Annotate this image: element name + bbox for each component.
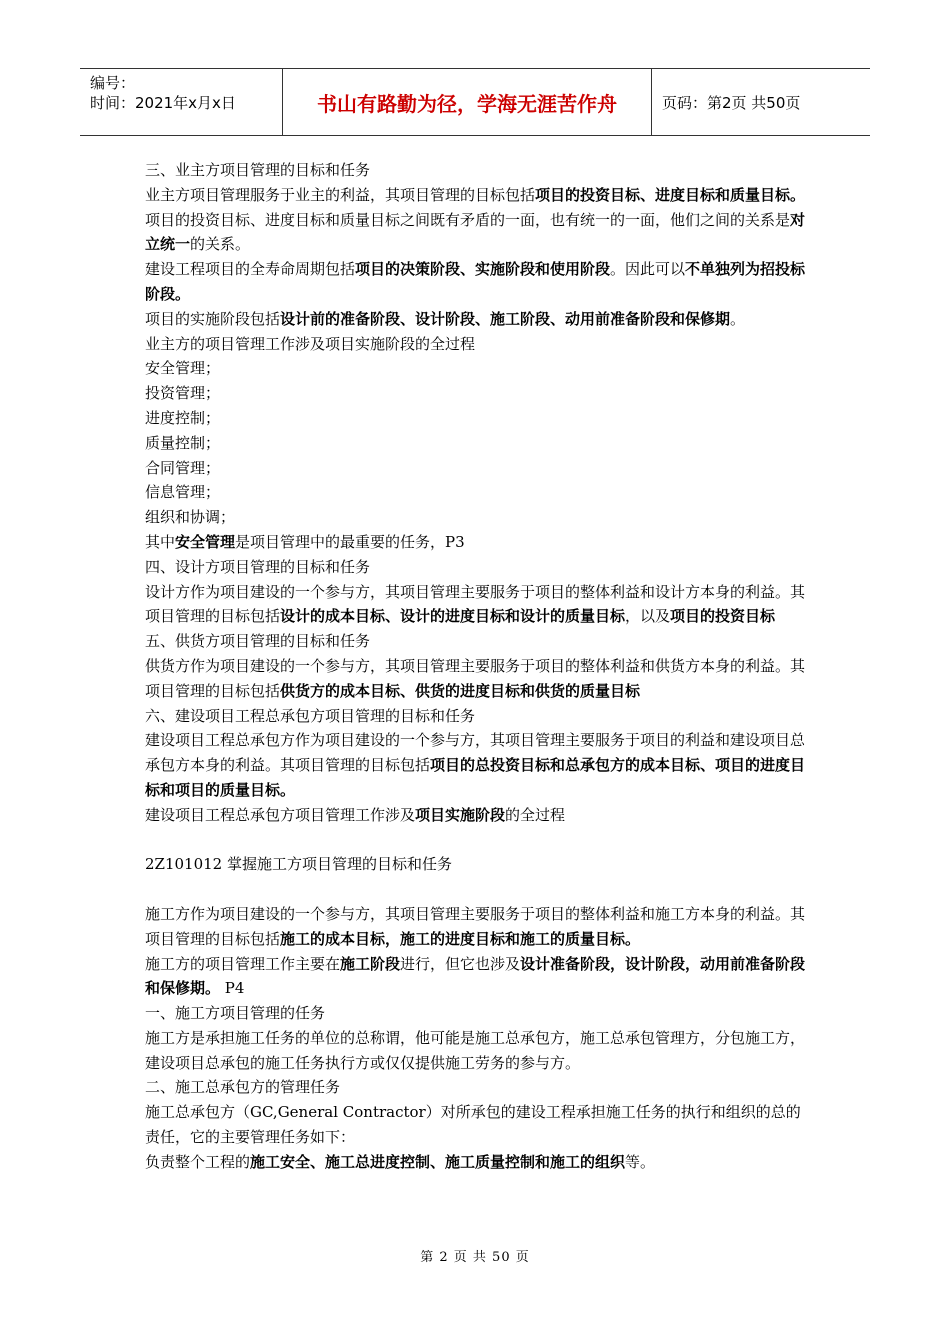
- text: 进行，但它也涉及: [400, 954, 521, 973]
- text: 是项目管理中的最重要的任务，P3: [235, 532, 465, 551]
- text: 组织和协调；: [145, 508, 236, 527]
- paragraph: [145, 803, 810, 828]
- document-date-label: 时间：2021年x月x日: [90, 94, 236, 112]
- paragraph: [145, 332, 810, 357]
- bold-text: 不单独列为招投标阶段。: [145, 260, 806, 303]
- text: 建设工程项目的全寿命周期包括: [145, 260, 356, 279]
- text: 等。: [625, 1152, 656, 1171]
- text: 六、建设项目工程总承包方项目管理的目标和任务: [145, 706, 476, 725]
- bold-text: 施工的成本目标，施工的进度目标和施工的质量目标。: [280, 929, 641, 948]
- paragraph: [145, 902, 810, 952]
- bold-text: 设计前的准备阶段、设计阶段、施工阶段、动用前准备阶段和保修期: [280, 309, 731, 328]
- paragraph: [145, 406, 810, 431]
- paragraph: [145, 307, 810, 332]
- header-page-number: 页码：第2页 共50页: [662, 93, 801, 112]
- page-header: [80, 68, 870, 136]
- text: 的全过程: [505, 805, 566, 824]
- text: 施工总承包方（GC,General Contractor）对所承包的建设工程承担施工任务的执行和组织的总的责任，它的主要管理任务如下：: [145, 1103, 801, 1147]
- paragraph: [145, 505, 810, 530]
- document-number-label: 编号：: [90, 74, 136, 92]
- text: P4: [220, 979, 245, 998]
- text: 业主方项目管理服务于业主的利益，其项目管理的目标包括: [145, 185, 536, 204]
- paragraph: [145, 728, 810, 802]
- text: 投资管理；: [145, 384, 221, 403]
- text: 负责整个工程的: [145, 1152, 251, 1171]
- text: 。: [730, 309, 746, 328]
- bold-text: 项目实施阶段: [415, 805, 506, 824]
- bold-text: 设计的成本目标、设计的进度目标和设计的质量目标: [280, 607, 626, 626]
- bold-text: 供货方的成本目标、供货的进度目标和供货的质量目标: [280, 681, 641, 700]
- paragraph: [145, 431, 810, 456]
- paragraph: [145, 456, 810, 481]
- text: 一、施工方项目管理的任务: [145, 1004, 326, 1023]
- paragraph-gap: [145, 828, 810, 853]
- bold-text: 设计准备阶段，设计阶段，动用前准备阶段和保修期。: [145, 954, 806, 998]
- paragraph: [145, 629, 810, 654]
- text: 二、施工总承包方的管理任务: [145, 1078, 341, 1097]
- text: 供货方作为项目建设的一个参与方，其项目管理主要服务于项目的整体利益和供货方本身的利益。其项目管理的目标包括: [145, 656, 806, 700]
- text: 项目的实施阶段包括: [145, 309, 281, 328]
- paragraph: [145, 852, 810, 877]
- text: 建设项目工程总承包方项目管理工作涉及: [145, 805, 416, 824]
- bold-text: 项目的投资目标: [670, 607, 776, 626]
- text: 五、供货方项目管理的目标和任务: [145, 632, 371, 651]
- paragraph: [145, 1001, 810, 1026]
- text: 其中: [145, 532, 176, 551]
- text: 设计方作为项目建设的一个参与方，其项目管理主要服务于项目的整体利益和设计方本身的利益。其项目管理的目标包括: [145, 582, 806, 626]
- paragraph: [145, 654, 810, 704]
- page-footer: 第 2 页 共 50 页: [420, 1250, 530, 1265]
- bold-text: 项目的决策阶段、实施阶段和使用阶段: [355, 260, 611, 279]
- text: 安全管理；: [145, 359, 221, 378]
- text: 三、业主方项目管理的目标和任务: [145, 161, 371, 179]
- paragraph: [145, 952, 810, 1002]
- text: 业主方的项目管理工作涉及项目实施阶段的全过程: [145, 334, 476, 353]
- header-meta: [80, 69, 282, 135]
- paragraph: [145, 555, 810, 580]
- text: 建设项目工程总承包方作为项目建设的一个参与方，其项目管理主要服务于项目的利益和建设项目总承包方本身的利益。其项目管理的目标包括: [145, 731, 806, 775]
- bold-text: 施工阶段: [340, 954, 401, 973]
- paragraph: [145, 704, 810, 729]
- text: 施工方是承担施工任务的单位的总称谓，他可能是施工总承包方，施工总承包管理方，分包施工方，建设项目总承包的施工任务执行方或仅仅提供施工劳务的参与方。: [145, 1028, 806, 1072]
- bold-text: 项目的投资目标、进度目标和质量目标。: [535, 185, 806, 204]
- paragraph: [145, 1075, 810, 1100]
- paragraph: [145, 1026, 810, 1076]
- text: 2Z101012 掌握施工方项目管理的目标和任务: [145, 855, 452, 874]
- text: 的关系。: [190, 235, 251, 254]
- paragraph: [145, 1150, 810, 1175]
- text: 进度控制；: [145, 408, 221, 427]
- text: 四、设计方项目管理的目标和任务: [145, 557, 371, 576]
- text: 合同管理；: [145, 458, 221, 477]
- text: 。因此可以: [610, 260, 686, 279]
- text: 项目的投资目标、进度目标和质量目标之间既有矛盾的一面，也有统一的一面，他们之间的关系是: [145, 210, 791, 229]
- text: 信息管理；: [145, 483, 221, 502]
- paragraph-gap: [145, 877, 810, 902]
- header-motto: 书山有路勤为径，学海无涯苦作舟: [282, 69, 652, 135]
- text: 施工方作为项目建设的一个参与方，其项目管理主要服务于项目的整体利益和施工方本身的利益。其项目管理的目标包括: [145, 904, 806, 948]
- paragraph: [145, 1100, 810, 1150]
- paragraph: [145, 580, 810, 630]
- paragraph: [145, 257, 810, 307]
- text: 施工方的项目管理工作主要在: [145, 954, 341, 973]
- bold-text: 对立统一: [145, 210, 806, 254]
- bold-text: 施工安全、施工总进度控制、施工质量控制和施工的组织: [250, 1152, 626, 1171]
- bold-text: 项目的总投资目标和总承包方的成本目标、项目的进度目标和项目的质量目标。: [145, 756, 806, 799]
- paragraph: [145, 381, 810, 406]
- paragraph: [145, 208, 810, 258]
- paragraph: [145, 356, 810, 381]
- document-body: [145, 158, 810, 1175]
- bold-text: 安全管理: [175, 532, 236, 551]
- text: 质量控制；: [145, 433, 221, 452]
- text: ，以及: [625, 607, 671, 626]
- paragraph: [145, 158, 810, 183]
- paragraph: [145, 480, 810, 505]
- paragraph: [145, 183, 810, 208]
- paragraph: [145, 530, 810, 555]
